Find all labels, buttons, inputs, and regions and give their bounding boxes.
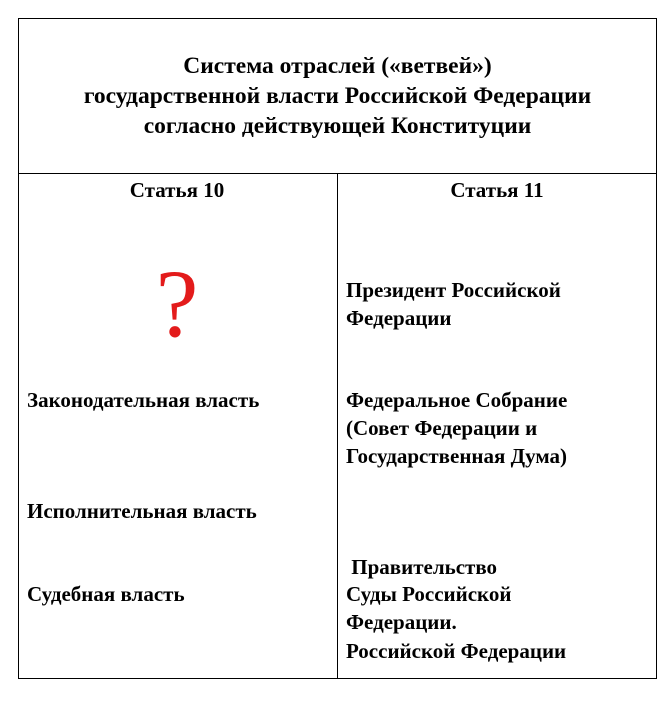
title-line-2: государственной власти Российской Федерации [83, 83, 592, 109]
cell-courts [346, 580, 511, 636]
cell-president [346, 276, 561, 332]
cell-line: Федерации. [346, 610, 457, 634]
cell-judicial-power: Судебная власть [27, 582, 185, 606]
cell-line: Президент Российской [346, 278, 561, 302]
title-line-3: согласно действующей Конституции [143, 113, 532, 139]
column-title-article-10: Статья 10 [129, 178, 225, 202]
cell-line: Правительство [346, 555, 498, 579]
column-divider [337, 174, 338, 678]
table-header [19, 19, 656, 174]
cell-line: (Совет Федерации и [346, 416, 538, 440]
cell-executive-power: Исполнительная власть [27, 499, 257, 523]
cell-line: Федеральное Собрание [346, 388, 568, 412]
cell-federal-assembly [346, 386, 567, 470]
column-title-article-11: Статья 11 [450, 178, 544, 202]
title-line-1: Система отраслей («ветвей») [183, 53, 492, 79]
cell-legislative-power: Законодательная власть [27, 388, 260, 412]
cell-line: Суды Российской [346, 582, 512, 606]
cell-line: Российской Федерации [346, 639, 567, 663]
cell-line: Федерации [346, 306, 452, 330]
cell-line: Государственная Дума) [346, 444, 567, 468]
question-mark-icon: ? [155, 250, 199, 357]
